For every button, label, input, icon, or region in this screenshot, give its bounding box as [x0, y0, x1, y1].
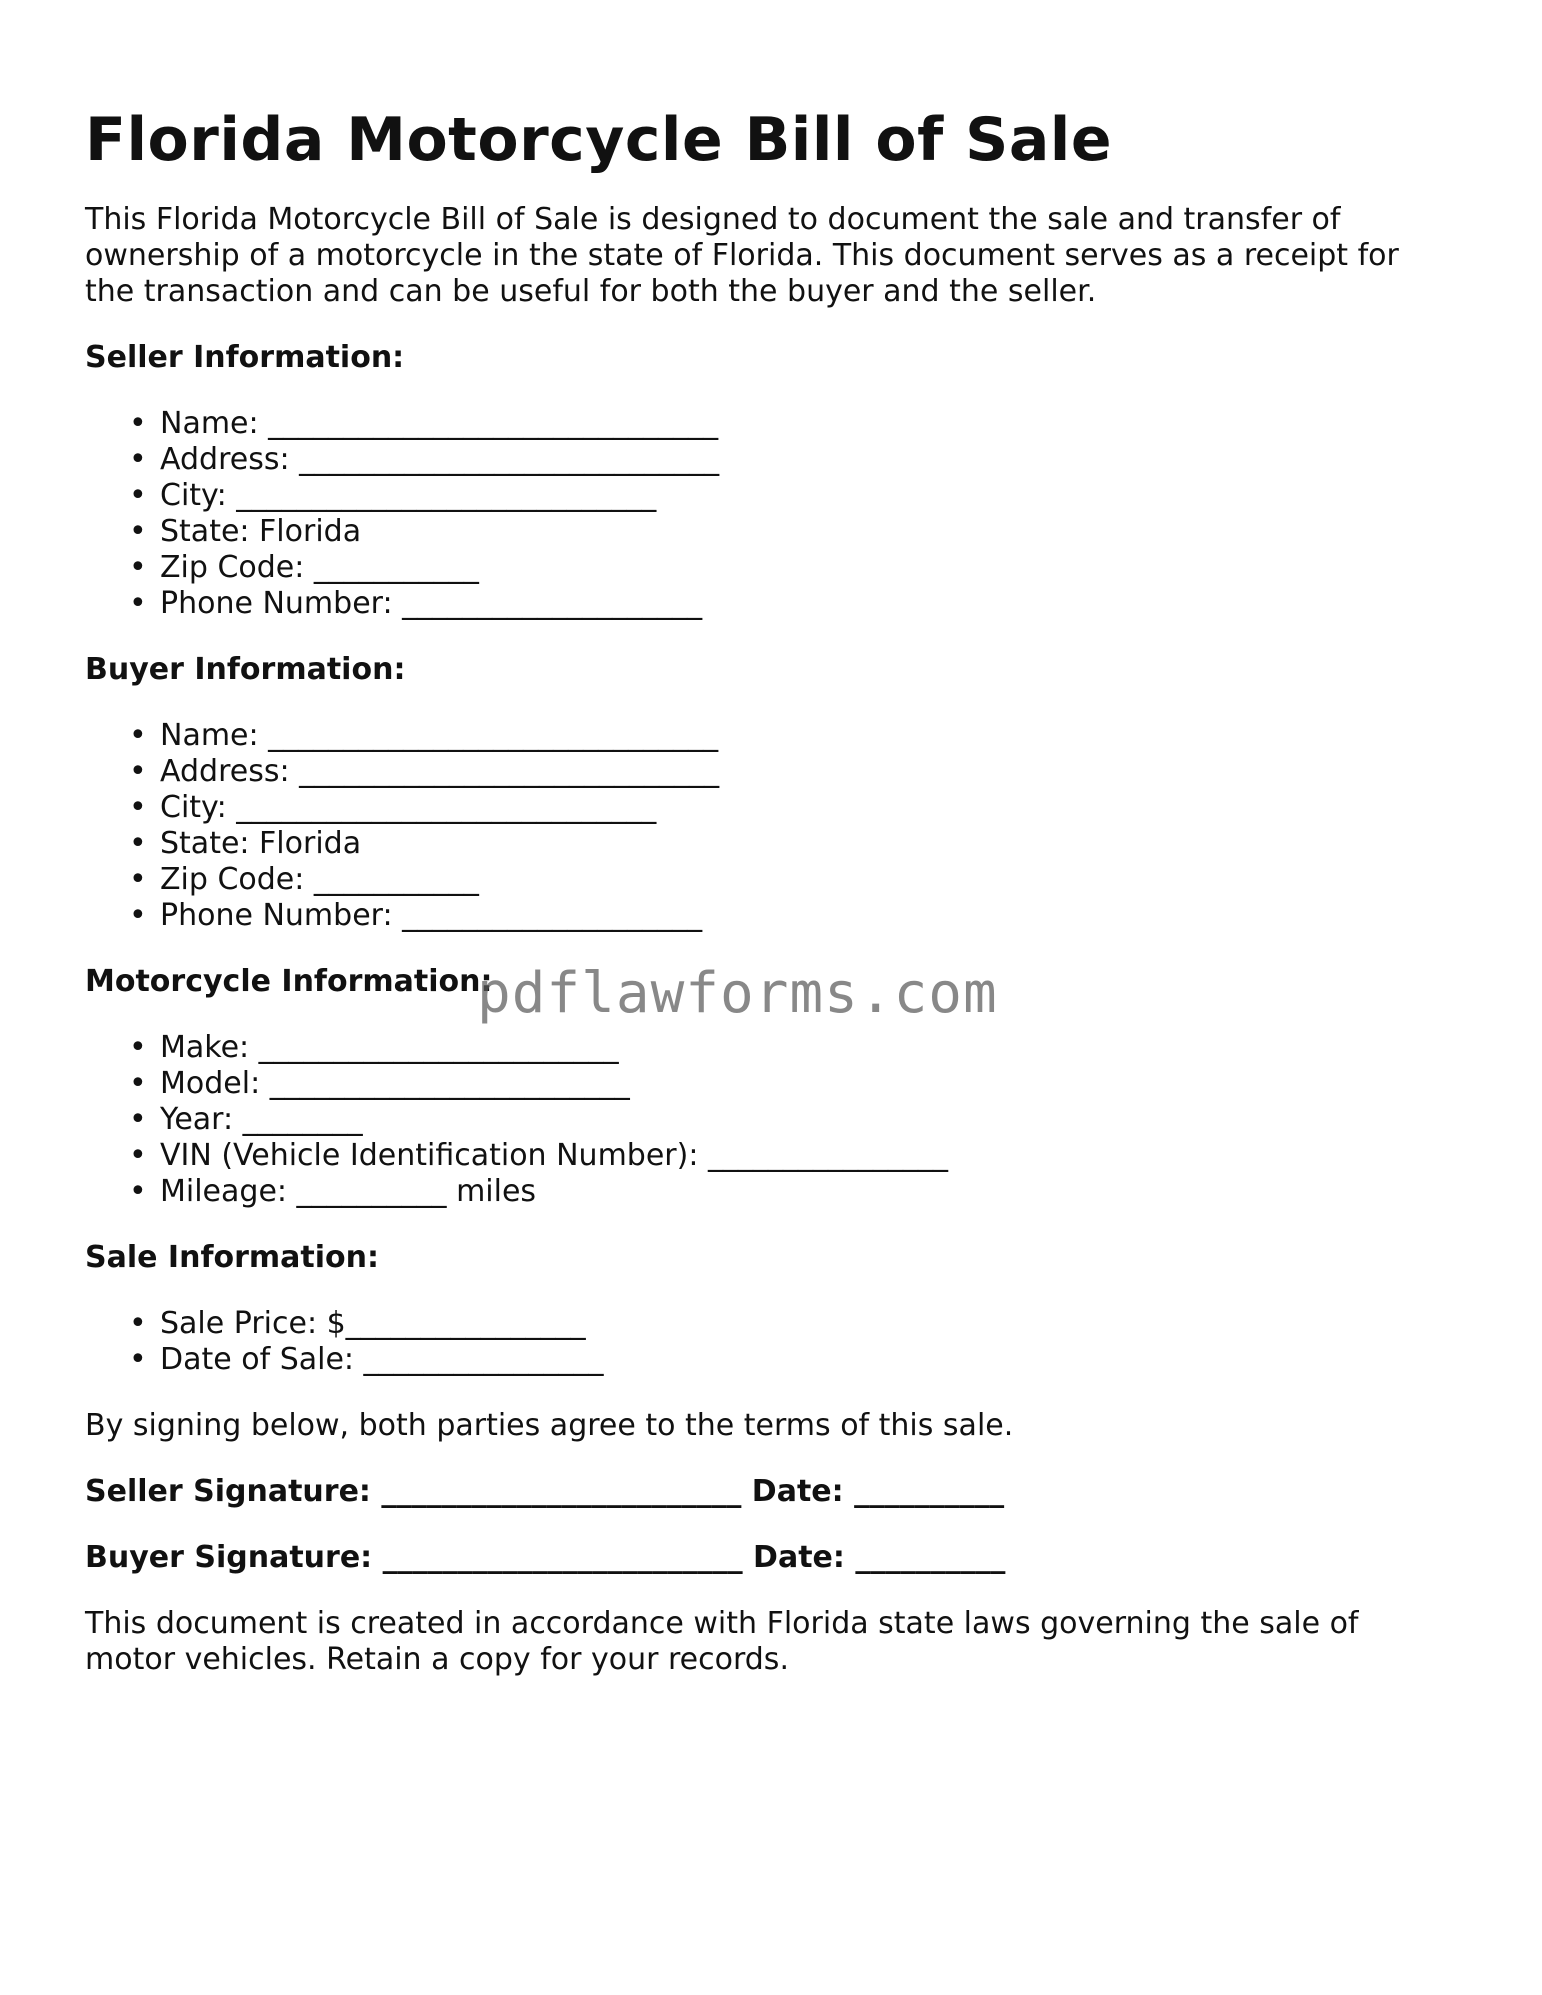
buyer-section-heading: Buyer Information: — [85, 652, 406, 687]
agreement-statement: By signing below, both parties agree to the terms of this sale. — [85, 1408, 1014, 1443]
intro-paragraph: This Florida Motorcycle Bill of Sale is designed to document the sale and transfer of ownership of a motorcycle in the state of Florida. This document serves as a receipt for the transaction and can be useful for both the buyer and the seller. — [85, 202, 1399, 309]
document-title: Florida Motorcycle Bill of Sale — [85, 105, 1113, 175]
bullet-marker: • — [129, 406, 147, 441]
sale-section-heading: Sale Information: — [85, 1240, 379, 1275]
sale-date-field: • Date of Sale: ________________ — [129, 1342, 604, 1377]
bullet-marker: • — [129, 442, 147, 477]
bullet-marker: • — [129, 1342, 147, 1377]
bullet-marker: • — [129, 862, 147, 897]
motorcycle-info-list — [85, 1030, 1455, 1210]
seller-info-list — [85, 406, 1455, 622]
bullet-marker: • — [129, 790, 147, 825]
sale-info-list — [85, 1306, 1455, 1378]
buyer-state-field: • State: Florida — [129, 826, 362, 861]
buyer-zip-field: • Zip Code: ___________ — [129, 862, 479, 897]
bullet-marker: • — [129, 898, 147, 933]
seller-address-field: • Address: ____________________________ — [129, 442, 720, 477]
seller-phone-field: • Phone Number: ____________________ — [129, 586, 703, 621]
seller-zip-field: • Zip Code: ___________ — [129, 550, 479, 585]
watermark-text: pdflawforms.com — [477, 961, 998, 1026]
bullet-marker: • — [129, 754, 147, 789]
bullet-marker: • — [129, 478, 147, 513]
motorcycle-vin-field: • VIN (Vehicle Identification Number): ________________ — [129, 1138, 948, 1173]
bullet-marker: • — [129, 1102, 147, 1137]
seller-section-heading: Seller Information: — [85, 340, 405, 375]
seller-city-field: • City: ____________________________ — [129, 478, 657, 513]
bullet-marker: • — [129, 1174, 147, 1209]
bullet-marker: • — [129, 1138, 147, 1173]
buyer-info-list — [85, 718, 1455, 934]
seller-name-field: • Name: ______________________________ — [129, 406, 719, 441]
seller-signature-line: Seller Signature: ________________________ Date: __________ — [85, 1474, 1005, 1509]
document-page — [85, 100, 1455, 1678]
bullet-marker: • — [129, 718, 147, 753]
seller-state-field: • State: Florida — [129, 514, 362, 549]
buyer-phone-field: • Phone Number: ____________________ — [129, 898, 703, 933]
footer-note: This document is created in accordance with Florida state laws governing the sale of motor vehicles. Retain a copy for your records. — [85, 1606, 1359, 1677]
sale-price-field: • Sale Price: $________________ — [129, 1306, 586, 1341]
bullet-marker: • — [129, 586, 147, 621]
bullet-marker: • — [129, 1306, 147, 1341]
buyer-signature-line: Buyer Signature: ________________________ Date: __________ — [85, 1540, 1006, 1575]
motorcycle-year-field: • Year: ________ — [129, 1102, 363, 1137]
buyer-city-field: • City: ____________________________ — [129, 790, 657, 825]
motorcycle-make-field: • Make: ________________________ — [129, 1030, 619, 1065]
buyer-name-field: • Name: ______________________________ — [129, 718, 719, 753]
bullet-marker: • — [129, 1030, 147, 1065]
motorcycle-section-heading: Motorcycle Information: — [85, 964, 493, 999]
bullet-marker: • — [129, 1066, 147, 1101]
buyer-address-field: • Address: ____________________________ — [129, 754, 720, 789]
bullet-marker: • — [129, 514, 147, 549]
bullet-marker: • — [129, 826, 147, 861]
bullet-marker: • — [129, 550, 147, 585]
motorcycle-model-field: • Model: ________________________ — [129, 1066, 630, 1101]
motorcycle-mileage-field: • Mileage: __________ miles — [129, 1174, 537, 1209]
